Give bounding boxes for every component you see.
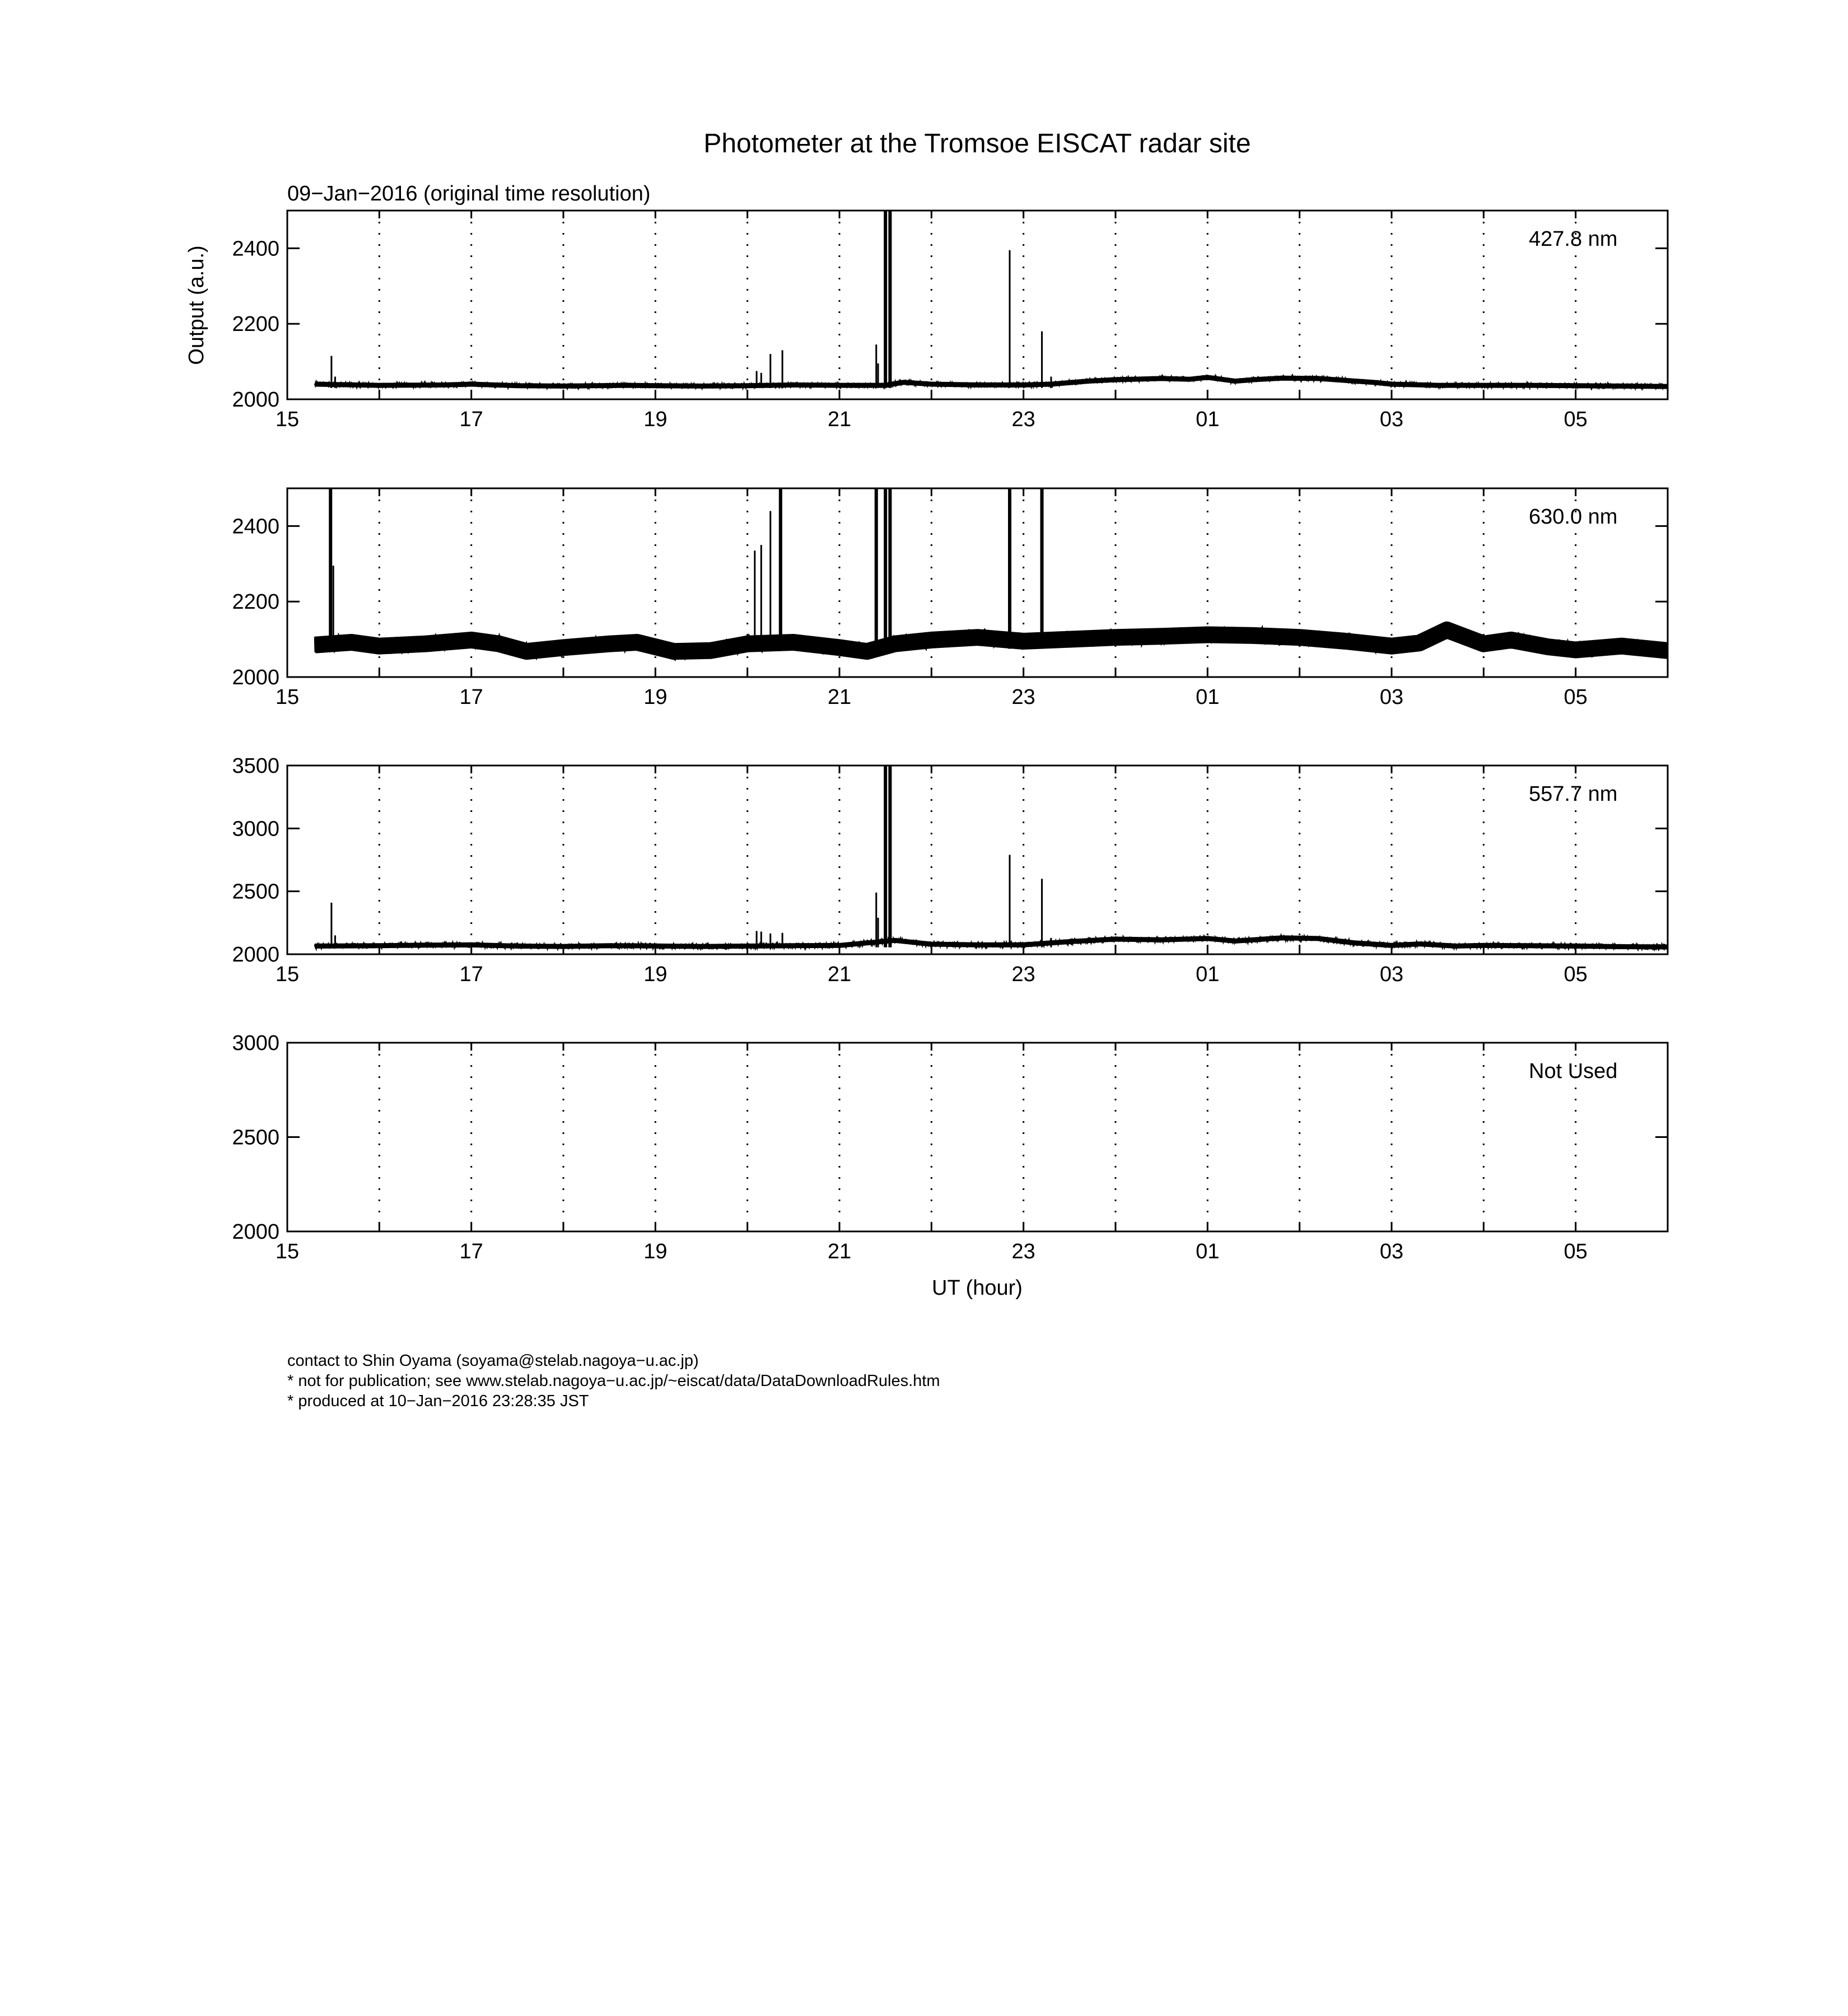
- y-tick-label: 2000: [232, 388, 279, 412]
- y-tick-label: 2500: [232, 880, 279, 904]
- footer-contact: contact to Shin Oyama (soyama@stelab.nagoya−u.ac.jp): [287, 1352, 699, 1370]
- axes-frame: [287, 211, 1668, 399]
- footer-rules: * not for publication; see www.stelab.nagoya−u.ac.jp/~eiscat/data/DataDownloadRules.htm: [287, 1372, 940, 1390]
- x-tick-label: 21: [827, 963, 852, 986]
- x-tick-label: 19: [643, 408, 668, 431]
- y-tick-label: 2000: [232, 666, 279, 689]
- x-tick-label: 15: [275, 1240, 300, 1263]
- x-tick-label: 21: [827, 685, 852, 709]
- y-tick-label: 2400: [232, 515, 279, 539]
- channel-label: 427.8 nm: [1529, 227, 1618, 251]
- channel-label: 557.7 nm: [1529, 782, 1618, 806]
- x-tick-label: 01: [1196, 408, 1220, 431]
- channel-label: 630.0 nm: [1529, 505, 1618, 529]
- x-tick-label: 03: [1379, 685, 1404, 709]
- x-tick-label: 23: [1011, 685, 1035, 709]
- y-tick-label: 3000: [232, 1032, 279, 1055]
- y-tick-label: 2200: [232, 312, 279, 337]
- x-tick-label: 19: [643, 1240, 668, 1263]
- x-tick-label: 23: [1011, 408, 1035, 431]
- x-tick-label: 05: [1564, 685, 1588, 709]
- y-tick-label: 2400: [232, 237, 279, 261]
- axes-frame: [287, 1043, 1668, 1231]
- x-tick-label: 15: [275, 963, 300, 986]
- panel-1: [232, 488, 1668, 709]
- y-tick-label: 2200: [232, 590, 279, 614]
- x-tick-label: 17: [459, 408, 483, 431]
- x-tick-label: 01: [1196, 685, 1220, 709]
- x-tick-label: 21: [827, 408, 852, 431]
- channel-label: Not Used: [1529, 1060, 1618, 1083]
- x-tick-label: 23: [1011, 963, 1035, 986]
- x-tick-label: 19: [643, 685, 668, 709]
- date-subtitle: 09−Jan−2016 (original time resolution): [287, 182, 651, 206]
- x-tick-label: 05: [1564, 963, 1588, 986]
- y-tick-label: 2500: [232, 1126, 279, 1150]
- figure-title: Photometer at the Tromsoe EISCAT radar site: [703, 129, 1251, 158]
- y-tick-label: 2000: [232, 1220, 279, 1244]
- x-tick-label: 01: [1196, 1240, 1220, 1263]
- y-tick-label: 3500: [232, 754, 279, 778]
- x-tick-label: 17: [459, 963, 483, 986]
- x-tick-label: 03: [1379, 1240, 1404, 1263]
- x-tick-label: 15: [275, 408, 300, 431]
- x-tick-label: 21: [827, 1240, 852, 1263]
- footer-produced: * produced at 10−Jan−2016 23:28:35 JST: [287, 1392, 589, 1410]
- panel-2: [232, 754, 1668, 986]
- x-tick-label: 17: [459, 1240, 483, 1263]
- series-band: [315, 630, 1668, 651]
- x-tick-label: 03: [1379, 963, 1404, 986]
- x-tick-label: 05: [1564, 408, 1588, 431]
- y-tick-label: 3000: [232, 817, 279, 841]
- y-tick-label: 2000: [232, 943, 279, 967]
- panels: [232, 211, 1668, 1263]
- x-tick-label: 05: [1564, 1240, 1588, 1263]
- footer-notes: [287, 1351, 940, 1411]
- x-tick-label: 23: [1011, 1240, 1035, 1263]
- y-axis-label: Output (a.u.): [185, 245, 208, 365]
- axes-frame: [287, 766, 1668, 954]
- panel-0: [232, 211, 1668, 431]
- x-tick-label: 15: [275, 685, 300, 709]
- x-tick-label: 01: [1196, 963, 1220, 986]
- x-tick-label: 17: [459, 685, 483, 709]
- x-tick-label: 03: [1379, 408, 1404, 431]
- x-tick-label: 19: [643, 963, 668, 986]
- panel-3: [232, 1032, 1668, 1263]
- x-axis-label: UT (hour): [932, 1276, 1023, 1300]
